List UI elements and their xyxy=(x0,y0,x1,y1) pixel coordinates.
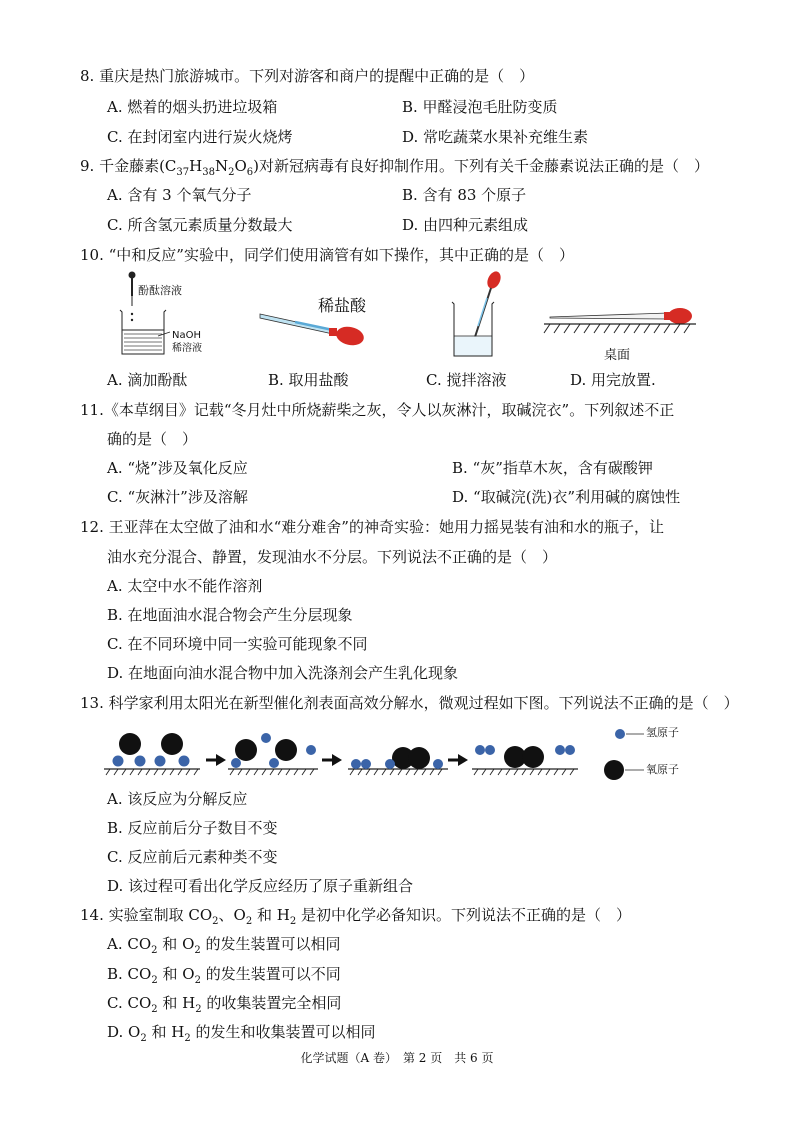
q9-option-c: C. 所含氢元素质量分数最大 xyxy=(107,216,293,234)
label-hydrochloric-acid: 稀盐酸 xyxy=(318,296,367,315)
q12-option-c: C. 在不同环境中同一实验可能现象不同 xyxy=(107,635,368,653)
arrow-3 xyxy=(448,754,468,766)
legend xyxy=(604,729,644,780)
q11-option-b: B. “灰”指草木灰，含有碳酸钾 xyxy=(452,459,653,477)
q11-option-d: D. “取碱浣(洗)衣”利用碱的腐蚀性 xyxy=(452,488,681,506)
q8-option-c: C. 在封闭室内进行炭火烧烤 xyxy=(107,128,293,146)
legend-oxygen-label: 氧原子 xyxy=(646,763,679,776)
label-dilute-solution: 稀溶液 xyxy=(172,343,202,354)
q8-option-d: D. 常吃蔬菜水果补充维生素 xyxy=(402,128,589,146)
q9-option-a: A. 含有 3 个氧气分子 xyxy=(107,186,252,204)
q14-option-b: B. $CO_2$ 和 $O_2$ 的发生装置可以不同 xyxy=(107,965,341,986)
q11-option-a: A. “烧”涉及氧化反应 xyxy=(107,459,248,477)
q12-stem-line2: 油水充分混合、静置，发现油水不分层。下列说法不正确的是（ ） xyxy=(107,548,558,566)
q13-option-c: C. 反应前后元素种类不变 xyxy=(107,848,278,866)
q10-option-a: A. 滴加酚酞 xyxy=(107,371,188,389)
q8-option-b: B. 甲醛浸泡毛肚防变质 xyxy=(402,98,558,116)
q11-option-c: C. “灰淋汁”涉及溶解 xyxy=(107,488,248,506)
stage-1 xyxy=(104,733,200,775)
stage-4 xyxy=(472,745,578,775)
q14-stem: 14. 实验室制取 $CO_2$、$O_2$ 和 $H_2$ 是初中化学必备知识。下列说法不正确的是（ ） xyxy=(80,906,632,927)
q12-stem-line1: 12. 王亚萍在太空做了油和水“难分难舍”的神奇实验：她用力摇晃装有油和水的瓶子，让 xyxy=(80,518,664,536)
label-naoh: NaOH xyxy=(172,330,201,341)
q13-stem: 13. 科学家利用太阳光在新型催化剂表面高效分解水，微观过程如下图。下列说法不正确的是（ ） xyxy=(80,694,739,712)
q10-stem: 10. “中和反应”实验中，同学们使用滴管有如下操作，其中正确的是（ ） xyxy=(80,246,574,264)
q11-stem-line1: 11.《本草纲目》记载“冬月灶中所烧薪柴之灰，令人以灰淋汁，取碱浣衣”。下列叙述不正 xyxy=(80,401,675,419)
q14-option-d: D. $O_2$ 和 $H_2$ 的发生和收集装置可以相同 xyxy=(107,1023,376,1044)
legend-hydrogen-label: 氢原子 xyxy=(646,726,679,739)
q12-option-a: A. 太空中水不能作溶剂 xyxy=(107,577,263,595)
page-footer: 化学试题（A 卷） 第 2 页 共 6 页 xyxy=(300,1051,494,1065)
q9-stem: 9. 千金藤素$(C_{37}H_{38}N_2O_6)$对新冠病毒有良好抑制作用。下列有关千金藤素说法正确的是（ ） xyxy=(80,157,710,178)
figure-stirring-solution xyxy=(450,270,510,362)
arrow-1 xyxy=(206,754,226,766)
q13-option-a: A. 该反应为分解反应 xyxy=(107,790,248,808)
stage-3 xyxy=(348,747,448,775)
q11-stem-line2: 确的是（ ） xyxy=(107,430,198,448)
figure-water-decomposition xyxy=(100,722,720,782)
q14-option-c: C. $CO_2$ 和 $H_2$ 的收集装置完全相同 xyxy=(107,994,342,1015)
q10-option-c: C. 搅拌溶液 xyxy=(426,371,507,389)
label-phenolphthalein: 酚酞溶液 xyxy=(138,284,182,297)
q10-option-d: D. 用完放置. xyxy=(570,371,656,389)
q9-option-d: D. 由四种元素组成 xyxy=(402,216,529,234)
q13-option-d: D. 该过程可看出化学反应经历了原子重新组合 xyxy=(107,877,414,895)
stage-2 xyxy=(228,733,318,775)
label-table: 桌面 xyxy=(604,348,631,363)
figure-dropper-on-table xyxy=(540,300,700,340)
q14-option-a: A. $CO_2$ 和 $O_2$ 的发生装置可以相同 xyxy=(107,935,341,956)
q8-option-a: A. 燃着的烟头扔进垃圾箱 xyxy=(107,98,278,116)
q8-stem: 8. 重庆是热门旅游城市。下列对游客和商户的提醒中正确的是（ ） xyxy=(80,67,535,85)
arrow-2 xyxy=(322,754,342,766)
q13-option-b: B. 反应前后分子数目不变 xyxy=(107,819,278,837)
q12-option-d: D. 在地面向油水混合物中加入洗涤剂会产生乳化现象 xyxy=(107,664,459,682)
q9-option-b: B. 含有 83 个原子 xyxy=(402,186,527,204)
q10-option-b: B. 取用盐酸 xyxy=(268,371,349,389)
q12-option-b: B. 在地面油水混合物会产生分层现象 xyxy=(107,606,353,624)
